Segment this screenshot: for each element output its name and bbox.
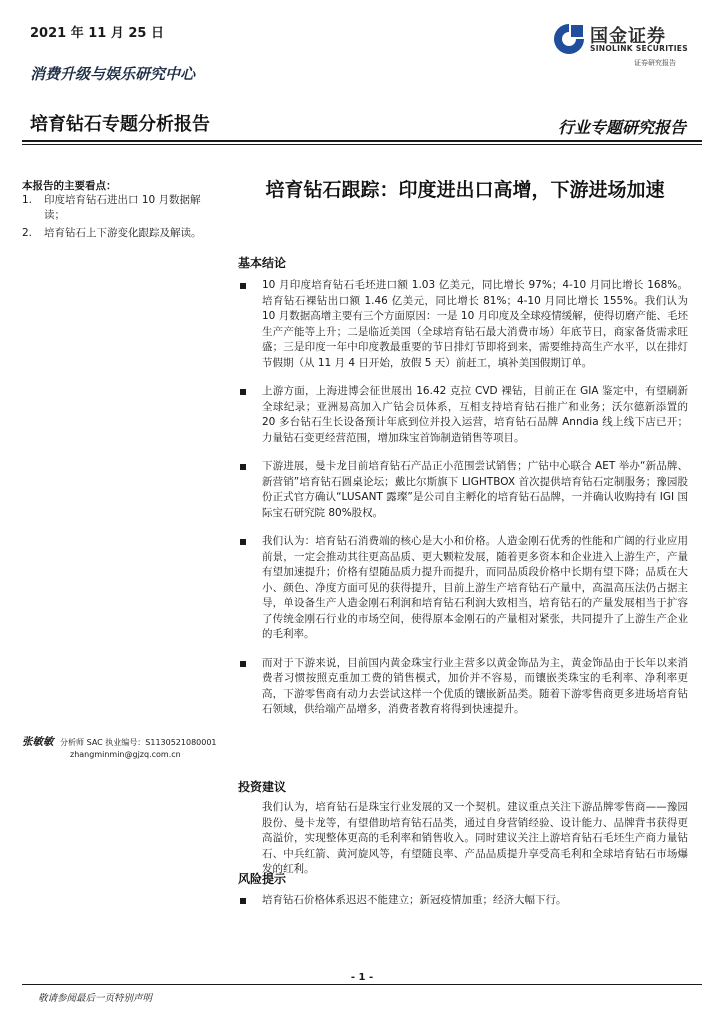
highlight-text: 培育钻石上下游变化跟踪及解读。 bbox=[44, 227, 202, 239]
analyst-info bbox=[22, 736, 237, 761]
highlights-list bbox=[22, 193, 207, 244]
conclusion-bullet: 上游方面，上海进博会征世展出 16.42 克拉 CVD 裸钻，目前正在 GIA 鉴定中，有望刷新全球纪录；亚洲易高加入广钻会员体系，互相支持培育钻石推广和业务；沃尔德新添置的 20 多台钻石生长设备预计年底到位并投入运营，培育钻石品牌 Anndia 线上线下店已开；力量钻石变更经营范围，增加珠宝首饰制造销售等项目。 bbox=[238, 384, 688, 446]
report-date: 2021 年 11 月 25 日 bbox=[30, 26, 164, 41]
conclusion-bullet: 而对于下游来说，目前国内黄金珠宝行业主营多以黄金饰品为主，黄金饰品由于长年以来消费者习惯按照克重加工费的销售模式，加价并不容易，而镶嵌类珠宝的毛利率、净利率更高，下游零售商有动力去尝试这样一个优质的镶嵌新品类。随着下游零售商更多进场培育钻石领域，供给端产品增多，消费者教育将得到快速提升。 bbox=[238, 656, 688, 718]
conclusion-bullets bbox=[238, 278, 688, 731]
report-type: 行业专题研究报告 bbox=[557, 118, 686, 137]
highlights-heading: 本报告的主要看点： bbox=[22, 180, 117, 192]
analyst-email[interactable]: zhangminmin@gjzq.com.cn bbox=[70, 750, 181, 759]
conclusion-bullet: 我们认为：培育钻石消费端的核心是大小和价格。人造金刚石优秀的性能和广阔的行业应用前景，一定会推动其往更高品质、更大颗粒发展，随着更多资本和企业进入上游生产，产量有望加速提升；价格有望随品质力提升而提升，而同品质段价格中长期有望下降；品质在大小、颜色、净度方面可见的获得提升，目前上游生产培育钻石产量中，高温高压法仍占据主导，单设备生产人造金刚石利润和培育钻石利润大致相当，培育钻石的产量发展相当于扩容了传统金刚石行业的市场空间，使得原本金刚石的产量相对紧张，共同提升了上游生产企业的毛利率。 bbox=[238, 534, 688, 643]
sinolink-logo-icon bbox=[552, 22, 586, 56]
main-title: 培育钻石跟踪：印度进出口高增，下游进场加速 bbox=[265, 179, 665, 201]
footer-divider bbox=[22, 984, 702, 985]
header-divider bbox=[22, 140, 702, 142]
research-center: 消费升级与娱乐研究中心 bbox=[30, 65, 196, 83]
analyst-title: 分析师 SAC 执业编号：S1130521080001 bbox=[60, 738, 217, 747]
highlight-item bbox=[22, 193, 207, 223]
logo-chinese-name: 国金证券 bbox=[590, 26, 666, 47]
highlight-number: 1. bbox=[22, 194, 33, 206]
invest-paragraph: 我们认为，培育钻石是珠宝行业发展的又一个契机。建议重点关注下游品牌零售商——豫园股份、曼卡龙等，有望借助培育钻石品类，通过自身营销经验、设计能力、品牌背书获得更高溢价，实现整体更高的毛利率和销售收入。同时建议关注上游培育钻石毛坯生产商力量钻石、中兵红箭、黄河旋风等，有望随良率、产品品质提升享受高毛利和全球培育钻石市场爆发的红利。 bbox=[262, 801, 688, 875]
section-invest-heading: 投资建议 bbox=[238, 780, 287, 794]
page-number: - 1 - bbox=[350, 972, 374, 983]
section-conclusion-heading: 基本结论 bbox=[238, 256, 287, 270]
header-divider-thin bbox=[22, 144, 702, 145]
logo-subtitle: 证券研究报告 bbox=[634, 59, 676, 67]
report-series-title: 培育钻石专题分析报告 bbox=[30, 114, 210, 135]
disclaimer-note: 敬请参阅最后一页特别声明 bbox=[38, 993, 153, 1004]
logo-english-name: SINOLINK SECURITIES bbox=[590, 44, 688, 53]
analyst-name: 张敏敏 bbox=[22, 736, 54, 748]
risk-list bbox=[238, 893, 688, 922]
highlight-number: 2. bbox=[22, 227, 33, 239]
risk-bullet: 培育钻石价格体系迟迟不能建立；新冠疫情加重；经济大幅下行。 bbox=[238, 893, 688, 909]
conclusion-bullet: 下游进展，曼卡龙目前培育钻石产品正小范围尝试销售；广钻中心联合 AET 举办“新品牌、新营销”培育钻石圆桌论坛；戴比尔斯旗下 LIGHTBOX 首次提供培育钻石定制服务；豫园股份正式官方确认“LUSANT 露璨”是公司自主孵化的培育钻石品牌，一并确认收购持有 IGI 国际宝石研究院 80%股权。 bbox=[238, 459, 688, 521]
highlight-text: 印度培育钻石进出口 10 月数据解读； bbox=[44, 194, 201, 221]
highlight-item bbox=[22, 226, 207, 241]
conclusion-bullet: 10 月印度培育钻石毛坯进口额 1.03 亿美元，同比增长 97%；4-10 月同比增长 168%。培育钻石裸钻出口额 1.46 亿美元，同比增长 81%；4-10 月同比增长 155%。我们认为 10 月数据高增主要有三个方面原因：一是 10 月印度及全球疫情缓解，使得切磨产能、毛坯生产产能等上升；二是临近美国（全球培育钻石最大消费市场）年底节日，商家备货需求旺盛；三是印度一年中印度教最重要的节日排灯节即将到来，需要维持高生产水平，以在排灯节假期（从 11 月 4 日开始，放假 5 天）前赶工，填补美国假期订单。 bbox=[238, 278, 688, 371]
section-risk-heading: 风险提示 bbox=[238, 872, 287, 886]
